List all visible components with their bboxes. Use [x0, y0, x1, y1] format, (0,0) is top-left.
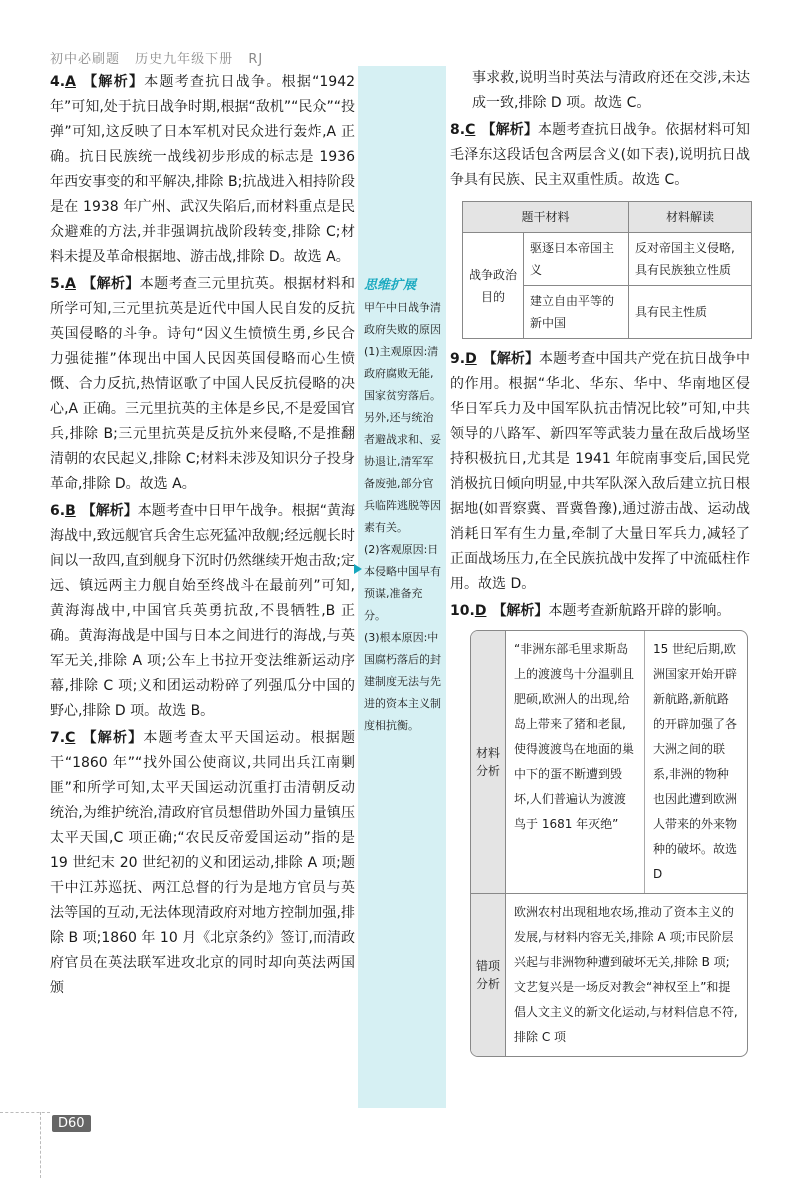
answer-letter: A [65, 276, 76, 292]
question-5: 5.A 【解析】本题考查三元里抗英。根据材料和所学可知,三元里抗英是近代中国人民自发的反抗英国侵略的斗争。诗句“因义生愤愤生勇,乡民合力强徒摧”体现出中国人民因英国侵略而心生愤慨、合力反抗,热情讴歌了中国人民反抗侵略的决心,A 正确。三元里抗英的主体是乡民,不是爱国官兵,排除 B;三元里抗英是反抗外来侵略,不是推翻清朝的农民起义,排除 C;材料未涉及知识分子投身革命,排除 D。故选 A。 [50, 276, 356, 492]
q10-analysis-table [470, 630, 748, 1057]
sidebar-pointer-icon [354, 564, 362, 574]
table-cell: “非洲东部毛里求斯岛上的渡渡鸟十分温驯且肥硕,欧洲人的出现,给岛上带来了猪和老鼠,使得渡渡鸟在地面的巢中下的蛋不断遭到毁坏,人们普遍认为渡渡鸟于 1681 年灭绝” [506, 631, 645, 893]
answer-letter: B [65, 503, 76, 519]
sidebar-title: 思维扩展 [364, 278, 417, 293]
question-text: 事求救,说明当时英法与清政府还在交涉,未达成一致,排除 D 项。故选 C。 [472, 70, 750, 111]
corner-divider [0, 1112, 50, 1113]
question-6: 6.B 【解析】本题考查中日甲午战争。根据“黄海海战中,致远舰官兵舍生忘死猛冲敌舰;经远舰长时间以一敌四,直到舰身下沉时仍然继续开炮击敌;定远、镇远两主力舰自始至终战斗在最前列”可知,黄海海战中,中国官兵英勇抗敌,不畏牺牲,B 正确。黄海海战是中国与日本之间进行的海战,与英军无关,排除 A 项;公车上书拉开变法维新运动序幕,排除 C 项;义和团运动粉碎了列强瓜分中国的野心,排除 D 项。故选 B。 [50, 503, 355, 719]
table-header: 材料解读 [629, 202, 752, 233]
sidebar-point: (3)根本原因:中国腐朽落后的封建制度无法与先进的资本主义制度相抗衡。 [364, 631, 441, 732]
sidebar-intro: 甲午中日战争清政府失败的原因 [364, 301, 441, 336]
table-cell: 建立自由平等的新中国 [524, 286, 629, 339]
sidebar-point: (1)主观原因:清政府腐败无能,国家贫穷落后。另外,还与统治者避战求和、妥协退让,清军军备废弛,部分官兵临阵逃脱等因素有关。 [364, 345, 441, 534]
series-name: 初中必刷题 [50, 52, 121, 67]
answer-letter: D [465, 351, 477, 367]
sidebar-body [358, 297, 446, 737]
thinking-extension-sidebar [358, 66, 446, 1108]
question-8: 8.C 【解析】本题考查抗日战争。依据材料可知毛泽东这段话包含两层含义(如下表),说明抗日战争具有民族、民主双重性质。故选 C。 [450, 122, 751, 188]
question-text: 本题考查抗日战争。依据材料可知毛泽东这段话包含两层含义(如下表),说明抗日战争具有民族、民主双重性质。故选 C。 [450, 122, 751, 188]
table-row [471, 631, 747, 893]
left-column [50, 70, 355, 1003]
row-label: 错项分析 [471, 894, 506, 1056]
right-column [450, 66, 750, 1057]
question-text: 本题考查中日甲午战争。根据“黄海海战中,致远舰官兵舍生忘死猛冲敌舰;经远舰长时间以一敌四,直到舰身下沉时仍然继续开炮击敌;定远、镇远两主力舰自始至终战斗在最前列”可知,黄海海战中,中国官兵英勇抗敌,不畏牺牲,B 正确。黄海海战是中国与日本之间进行的海战,与英军无关,排除 A 项;公车上书拉开变法维新运动序幕,排除 C 项;义和团运动粉碎了列强瓜分中国的野心,排除 D 项。故选 B。 [50, 503, 355, 719]
table-cell: 反对帝国主义侵略,具有民族独立性质 [629, 233, 752, 286]
row-label: 战争政治目的 [463, 233, 524, 339]
question-9: 9.D 【解析】本题考查中国共产党在抗日战争中的作用。根据“华北、华东、华中、华南地区侵华日军兵力及中国军队抗击情况比较”可知,中共领导的八路军、新四军等武装力量在敌后战场坚持积极抗日,尤其是 1941 年皖南事变后,国民党消极抗日倾向明显,中共军队深入敌后建立抗日根据地(如晋察冀、晋冀鲁豫),通过游击战、运动战消耗日军有生力量,牵制了大量日军兵力,减轻了正面战场压力,在全民族抗战中发挥了中流砥柱作用。故选 D。 [450, 351, 751, 592]
page-header [50, 48, 273, 67]
table-cell: 欧洲农村出现租地农场,推动了资本主义的发展,与材料内容无关,排除 A 项;市民阶层兴起与非洲物种遭到破坏无关,排除 B 项;文艺复兴是一场反对教会“神权至上”和提倡人文主义的新文化运动,与材料信息不符,排除 C 项 [514, 905, 738, 1044]
table-header: 题干材料 [463, 202, 629, 233]
edition: RJ [248, 52, 264, 67]
page-number: D60 [52, 1115, 91, 1132]
question-text: 本题考查太平天国运动。根据题干“1860 年”“找外国公使商议,共同出兵江南剿匪”和所学可知,太平天国运动沉重打击清朝反动统治,为维护统治,清政府官员想借助外国力量镇压太平天国,C 项正确;“农民反帝爱国运动”指的是 19 世纪末 20 世纪初的义和团运动,排除 A 项;题干中江苏巡抚、两江总督的行为是地方官员与英法等国的互动,无法体现清政府对地方控制加强,排除 B 项;1860 年 10 月《北京条约》签订,而清政府官员在英法联军进攻北京的同时却向英法两国颁 [50, 730, 355, 996]
question-text: 本题考查三元里抗英。根据材料和所学可知,三元里抗英是近代中国人民自发的反抗英国侵略的斗争。诗句“因义生愤愤生勇,乡民合力强徒摧”体现出中国人民因英国侵略而心生愤慨、合力反抗,热情讴歌了中国人民反抗侵略的决心,A 正确。三元里抗英的主体是乡民,不是爱国官兵,排除 B;三元里抗英是反抗外来侵略,不是推翻清朝的农民起义,排除 C;材料未涉及知识分子投身革命,排除 D。故选 A。 [50, 276, 356, 492]
question-text: 本题考查中国共产党在抗日战争中的作用。根据“华北、华东、华中、华南地区侵华日军兵力及中国军队抗击情况比较”可知,中共领导的八路军、新四军等武装力量在敌后战场坚持积极抗日,尤其是 1941 年皖南事变后,国民党消极抗日倾向明显,中共军队深入敌后建立抗日根据地(如晋察冀、晋冀鲁豫),通过游击战、运动战消耗日军有生力量,牵制了大量日军兵力,减轻了正面战场压力,在全民族抗战中发挥了中流砥柱作用。故选 D。 [450, 351, 751, 592]
question-7: 7.C 【解析】本题考查太平天国运动。根据题干“1860 年”“找外国公使商议,共同出兵江南剿匪”和所学可知,太平天国运动沉重打击清朝反动统治,为维护统治,清政府官员想借助外国力量镇压太平天国,C 项正确;“农民反帝爱国运动”指的是 19 世纪末 20 世纪初的义和团运动,排除 A 项;题干中江苏巡抚、两江总督的行为是地方官员与英法等国的互动,无法体现清政府对地方控制加强,排除 B 项;1860 年 10 月《北京条约》签订,而清政府官员在英法联军进攻北京的同时却向英法两国颁 [50, 730, 355, 996]
table-row [471, 893, 747, 1056]
table-cell: 驱逐日本帝国主义 [524, 233, 629, 286]
q8-analysis-table [462, 201, 752, 339]
question-4: 4.A 【解析】本题考查抗日战争。根据“1942年”可知,处于抗日战争时期,根据“敌机”“民众”“投弹”可知,这反映了日本军机对民众进行轰炸,A 正确。抗日民族统一战线初步形成的标志是 1936 年西安事变的和平解决,排除 B;抗战进入相持阶段是在 1938 年广州、武汉失陷后,而材料重点是民众避难的方法,并非强调抗战阶段转变,排除 C;材料未提及革命根据地、游击战,排除 D。故选 A。 [50, 74, 356, 265]
book-title: 历史九年级下册 [135, 52, 234, 67]
question-text: 本题考查新航路开辟的影响。 [548, 603, 731, 619]
question-7-continued [472, 66, 750, 116]
answer-letter: A [65, 74, 76, 90]
question-10: 10.D 【解析】本题考查新航路开辟的影响。 [450, 603, 731, 619]
answer-letter: C [65, 730, 76, 746]
answer-letter: D [474, 603, 487, 619]
answer-letter: C [465, 122, 476, 138]
table-cell: 15 世纪后期,欧洲国家开始开辟新航路,新航路的开辟加强了各大洲之间的联系,非洲的物种也因此遭到欧洲人带来的外来物种的破坏。故选 D [653, 642, 738, 881]
question-text: 本题考查抗日战争。根据“1942年”可知,处于抗日战争时期,根据“敌机”“民众”“投弹”可知,这反映了日本军机对民众进行轰炸,A 正确。抗日民族统一战线初步形成的标志是 1936 年西安事变的和平解决,排除 B;抗战进入相持阶段是在 1938 年广州、武汉失陷后,而材料重点是民众避难的方法,并非强调抗战阶段转变,排除 C;材料未提及革命根据地、游击战,排除 D。故选 A。 [50, 74, 356, 265]
row-label: 材料分析 [471, 631, 506, 893]
sidebar-point: (2)客观原因:日本侵略中国早有预谋,准备充分。 [364, 543, 441, 622]
corner-divider [40, 1112, 41, 1178]
table-cell: 具有民主性质 [629, 286, 752, 339]
